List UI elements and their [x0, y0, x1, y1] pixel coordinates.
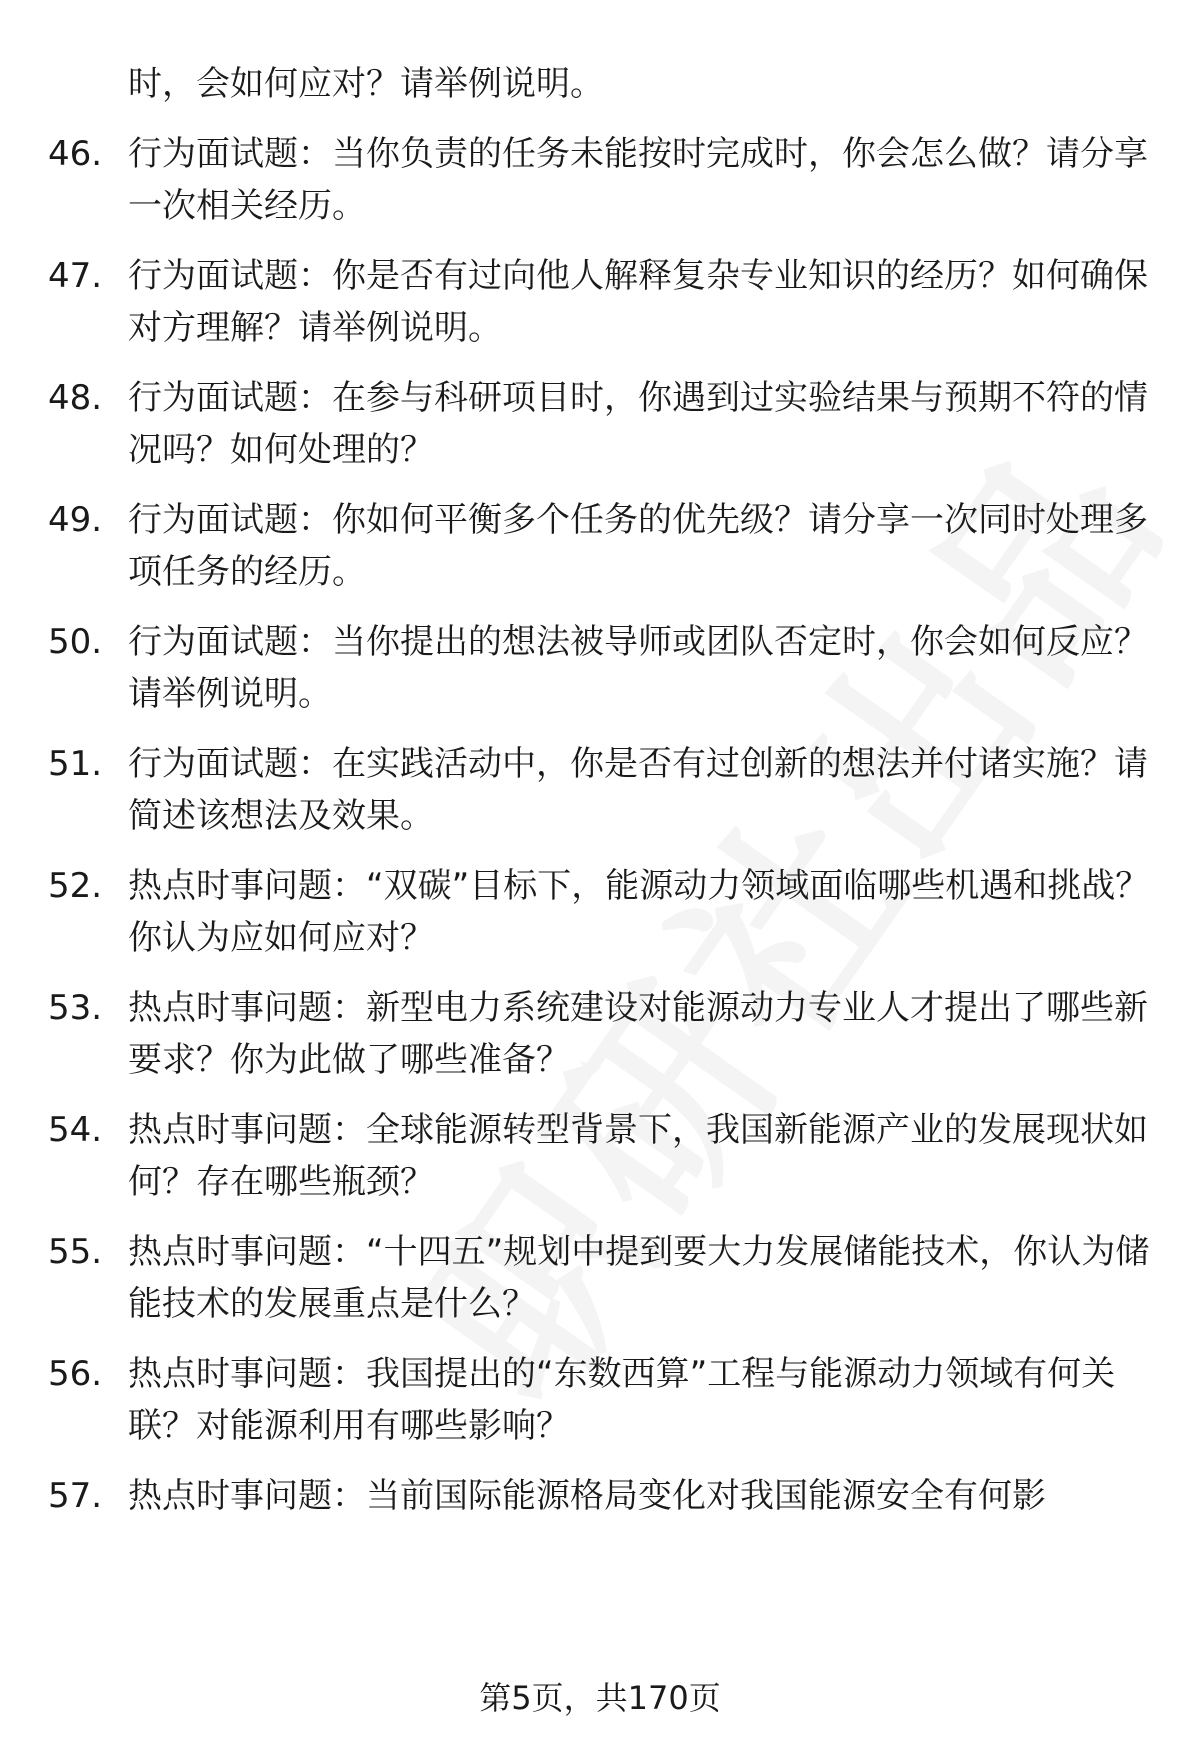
list-item: [48, 738, 1158, 842]
list-item: [48, 1470, 1158, 1522]
question-number: 47.: [48, 256, 103, 296]
question-text: 热点时事问题：新型电力系统建设对能源动力专业人才提出了哪些新要求？你为此做了哪些准备？: [128, 988, 1148, 1080]
question-text: 行为面试题：当你提出的想法被导师或团队否定时，你会如何反应？请举例说明。: [128, 622, 1148, 714]
list-item: [48, 616, 1158, 720]
question-number: 54.: [48, 1110, 103, 1150]
question-text: 热点时事问题：全球能源转型背景下，我国新能源产业的发展现状如何？存在哪些瓶颈？: [128, 1110, 1148, 1202]
question-number: 53.: [48, 988, 103, 1028]
question-text: 热点时事问题：“双碳”目标下，能源动力领域面临哪些机遇和挑战？你认为应如何应对？: [128, 866, 1150, 958]
question-text: 热点时事问题：我国提出的“东数西算”工程与能源动力领域有何关联？对能源利用有哪些影响？: [128, 1354, 1116, 1446]
list-item: [48, 1226, 1158, 1330]
list-item: [48, 372, 1158, 476]
question-number: 48.: [48, 378, 103, 418]
question-number: 57.: [48, 1476, 103, 1516]
list-item: [48, 982, 1158, 1086]
question-number: 55.: [48, 1232, 103, 1272]
list-item: [48, 250, 1158, 354]
question-text: 行为面试题：你是否有过向他人解释复杂专业知识的经历？如何确保对方理解？请举例说明。: [128, 256, 1148, 348]
question-text: 行为面试题：在参与科研项目时，你遇到过实验结果与预期不符的情况吗？如何处理的？: [128, 378, 1148, 470]
list-item: [48, 494, 1158, 598]
question-text: 行为面试题：你如何平衡多个任务的优先级？请分享一次同时处理多项任务的经历。: [128, 500, 1148, 592]
list-item: [48, 860, 1158, 964]
question-text: 热点时事问题：当前国际能源格局变化对我国能源安全有何影: [128, 1476, 1046, 1516]
list-item: [48, 1104, 1158, 1208]
page-footer: 第5页，共170页: [479, 1679, 721, 1717]
question-text: 行为面试题：当你负责的任务未能按时完成时，你会怎么做？请分享一次相关经历。: [128, 134, 1148, 226]
question-number: 52.: [48, 866, 103, 906]
question-number: 46.: [48, 134, 103, 174]
question-number: 49.: [48, 500, 103, 540]
question-number: 50.: [48, 622, 103, 662]
continuation-line: 时，会如何应对？请举例说明。: [128, 64, 604, 104]
question-text: 热点时事问题：“十四五”规划中提到要大力发展储能技术，你认为储能技术的发展重点是什么？: [128, 1232, 1150, 1324]
question-number: 51.: [48, 744, 103, 784]
list-item: [48, 1348, 1158, 1452]
question-text: 行为面试题：在实践活动中，你是否有过创新的想法并付诸实施？请简述该想法及效果。: [128, 744, 1148, 836]
list-item: [48, 128, 1158, 232]
question-number: 56.: [48, 1354, 103, 1394]
